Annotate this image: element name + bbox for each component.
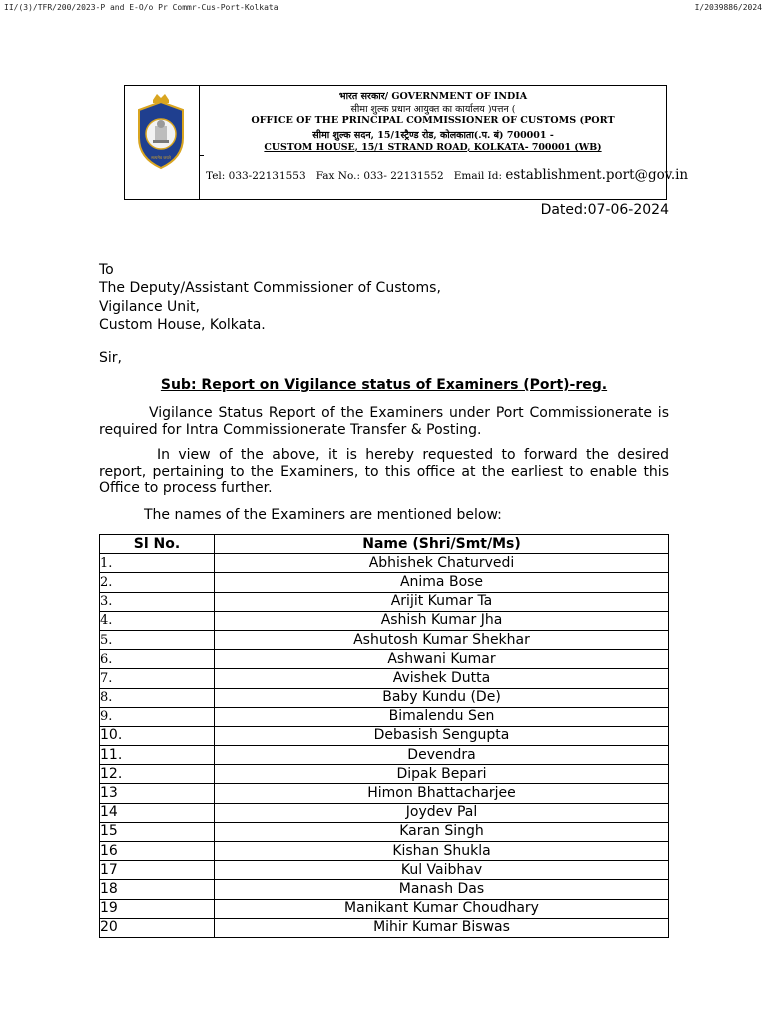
row-sl: 3. bbox=[100, 592, 215, 611]
table-row bbox=[100, 842, 669, 861]
table-row bbox=[100, 726, 669, 745]
recipient-address bbox=[99, 261, 441, 334]
examiners-table bbox=[99, 534, 669, 938]
row-sl: 12. bbox=[100, 765, 215, 784]
table-row bbox=[100, 899, 669, 918]
row-name: Debasish Sengupta bbox=[215, 726, 669, 745]
date-line: Dated:07-06-2024 bbox=[540, 202, 669, 218]
address-line-location: Custom House, Kolkata. bbox=[99, 316, 266, 333]
row-sl: 15 bbox=[100, 822, 215, 841]
email-address[interactable]: establishment.port@gov.in bbox=[505, 167, 689, 183]
letterhead-text bbox=[200, 86, 689, 199]
row-name: Ashish Kumar Jha bbox=[215, 611, 669, 630]
table-row bbox=[100, 784, 669, 803]
row-sl: 18 bbox=[100, 880, 215, 899]
row-sl: 20 bbox=[100, 918, 215, 937]
customs-emblem-icon bbox=[131, 92, 191, 172]
table-row bbox=[100, 630, 669, 649]
address-line-unit: Vigilance Unit, bbox=[99, 298, 200, 315]
paragraph-request: In view of the above, it is hereby requested to forward the desired report, pertaining to the Examiners, to this office at the earliest to enable this Office to process further. bbox=[99, 447, 669, 496]
fax-number: Fax No.: 033- 22131552 bbox=[315, 170, 444, 182]
table-row bbox=[100, 707, 669, 726]
table-row bbox=[100, 554, 669, 573]
letterhead-line-office: OFFICE OF THE PRINCIPAL COMMISSIONER OF CUSTOMS (PORT bbox=[251, 115, 615, 126]
row-name: Abhishek Chaturvedi bbox=[215, 554, 669, 573]
letterhead-line-hindi-office: सीमा शुल्क प्रधान आयुक्त का कार्यालय )पत्तन ( bbox=[350, 104, 516, 115]
row-sl: 1. bbox=[100, 554, 215, 573]
row-sl: 16 bbox=[100, 842, 215, 861]
table-header-row bbox=[100, 535, 669, 554]
row-name: Dipak Bepari bbox=[215, 765, 669, 784]
header-name: Name (Shri/Smt/Ms) bbox=[215, 535, 669, 554]
table-row bbox=[100, 669, 669, 688]
row-sl: 8. bbox=[100, 688, 215, 707]
table-row bbox=[100, 746, 669, 765]
header-sl-no: Sl No. bbox=[100, 535, 215, 554]
row-sl: 9. bbox=[100, 707, 215, 726]
row-name: Joydev Pal bbox=[215, 803, 669, 822]
email-label: Email Id: bbox=[453, 170, 503, 182]
row-name: Devendra bbox=[215, 746, 669, 765]
row-name: Baby Kundu (De) bbox=[215, 688, 669, 707]
row-name: Ashutosh Kumar Shekhar bbox=[215, 630, 669, 649]
table-row bbox=[100, 822, 669, 841]
table-row bbox=[100, 880, 669, 899]
row-name: Himon Bhattacharjee bbox=[215, 784, 669, 803]
row-name: Avishek Dutta bbox=[215, 669, 669, 688]
paragraph-requirement: Vigilance Status Report of the Examiners under Port Commissionerate is required for Intra Commissionerate Transfer & Posting. bbox=[99, 405, 669, 438]
row-sl: 19 bbox=[100, 899, 215, 918]
telephone: Tel: 033-22131553 bbox=[206, 170, 306, 182]
letterhead-contact bbox=[206, 167, 688, 183]
table-row bbox=[100, 918, 669, 937]
row-name: Anima Bose bbox=[215, 573, 669, 592]
table-row bbox=[100, 592, 669, 611]
row-sl: 2. bbox=[100, 573, 215, 592]
row-name: Bimalendu Sen bbox=[215, 707, 669, 726]
row-name: Kishan Shukla bbox=[215, 842, 669, 861]
row-sl: 11. bbox=[100, 746, 215, 765]
row-name: Manash Das bbox=[215, 880, 669, 899]
document-number: I/2039886/2024 bbox=[694, 3, 762, 12]
table-row bbox=[100, 803, 669, 822]
row-sl: 10. bbox=[100, 726, 215, 745]
paragraph-intro-list: The names of the Examiners are mentioned below: bbox=[144, 507, 502, 523]
letterhead-line-hindi-address: सीमा शुल्क सदन, 15/1स्ट्रैण्ड रोड, कोलकाता(.प. बं) 700001 - bbox=[312, 130, 554, 141]
letterhead-line-address: CUSTOM HOUSE, 15/1 STRAND ROAD, KOLKATA- 700001 (WB) bbox=[264, 142, 602, 153]
table-row bbox=[100, 861, 669, 880]
table-row bbox=[100, 688, 669, 707]
row-sl: 17 bbox=[100, 861, 215, 880]
row-sl: 14 bbox=[100, 803, 215, 822]
letterhead bbox=[124, 85, 689, 200]
salutation: Sir, bbox=[99, 350, 122, 366]
dash-mark bbox=[200, 155, 204, 156]
file-reference: II/(3)/TFR/200/2023-P and E-O/o Pr Commr-Cus-Port-Kolkata bbox=[4, 3, 279, 12]
row-name: Ashwani Kumar bbox=[215, 650, 669, 669]
row-name: Kul Vaibhav bbox=[215, 861, 669, 880]
table-row bbox=[100, 573, 669, 592]
table-row bbox=[100, 611, 669, 630]
table-row bbox=[100, 650, 669, 669]
row-name: Mihir Kumar Biswas bbox=[215, 918, 669, 937]
table-row bbox=[100, 765, 669, 784]
emblem-cell bbox=[125, 86, 200, 199]
row-name: Karan Singh bbox=[215, 822, 669, 841]
subject-line: Sub: Report on Vigilance status of Examiners (Port)-reg. bbox=[160, 377, 608, 393]
row-sl: 5. bbox=[100, 630, 215, 649]
row-name: Manikant Kumar Choudhary bbox=[215, 899, 669, 918]
row-sl: 7. bbox=[100, 669, 215, 688]
address-line-designation: The Deputy/Assistant Commissioner of Customs, bbox=[99, 280, 441, 297]
letterhead-line-government: भारत सरकार/ GOVERNMENT OF INDIA bbox=[338, 91, 528, 102]
row-sl: 6. bbox=[100, 650, 215, 669]
row-sl: 13 bbox=[100, 784, 215, 803]
address-line-to: To bbox=[99, 262, 114, 278]
row-sl: 4. bbox=[100, 611, 215, 630]
emblem-motto: सत्यमेव जयते bbox=[151, 155, 171, 160]
row-name: Arijit Kumar Ta bbox=[215, 592, 669, 611]
